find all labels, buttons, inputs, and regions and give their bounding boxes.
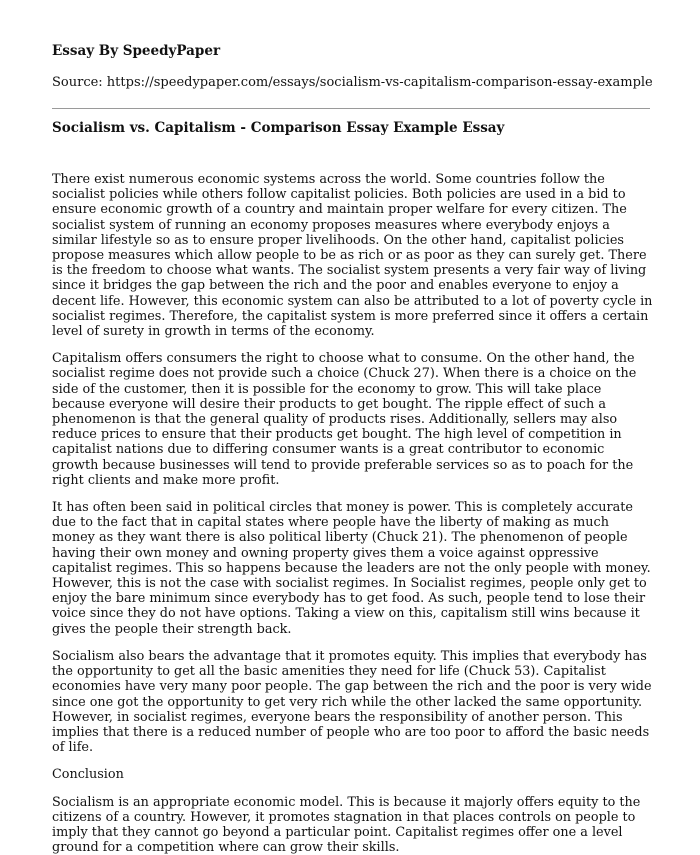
essay-body [52,172,654,855]
paragraph-intro: There exist numerous economic systems across the world. Some countries follow the socialist policies while others follow capitalist policies. Both policies are used in a bid to ensure economic growth of a country and maintain proper welfare for every citizen. The socialist system of running an economy proposes measures where everybody enjoys a similar lifestyle so as to ensure proper livelihoods. On the other hand, capitalist policies propose measures which allow people to be as rich or as poor as they can surely get. There is the freedom to choose what wants. The socialist system presents a very fair way of living since it bridges the gap between the rich and the poor and enables everyone to enjoy a decent life. However, this economic system can also be attributed to a lot of poverty cycle in socialist regimes. Therefore, the capitalist system is more preferred since it offers a certain level of surety in growth in terms of the economy. [52,172,653,340]
paragraph-equity: Socialism also bears the advantage that it promotes equity. This implies that everybody has the opportunity to get all the basic amenities they need for life (Chuck 53). Capitalist economies have very many poor people. The gap between the rich and the poor is very wide since one got the opportunity to get very rich while the other lacked the same opportunity. However, in socialist regimes, everyone bears the responsibility of another person. This implies that there is a reduced number of people who are too poor to afford the basic needs of life. [52,648,652,756]
paragraph-political-power: It has often been said in political circles that money is power. This is completely accurate due to the fact that in capital states where people have the liberty of making as much money as they want there is also political liberty (Chuck 21). The phenomenon of people having their own money and owning property gives them a voice against oppressive capitalist regimes. This so happens because the leaders are not the only people with money. However, this is not the case with socialist regimes. In Socialist regimes, people only get to enjoy the bare minimum since everybody has to get food. As such, people tend to lose their voice since they do not have options. Taking a view on this, capitalism still wins because it gives the people their strength back. [52,500,651,637]
essay-title: Socialism vs. Capitalism - Comparison Essay Example Essay [52,120,505,136]
header-divider [52,108,650,109]
publisher-heading: Essay By SpeedyPaper [52,43,221,59]
paragraph-conclusion: Socialism is an appropriate economic model. This is because it majorly offers equity to the citizens of a country. However, it promotes stagnation in that places controls on people to imply that they cannot go beyond a particular point. Capitalist regimes offer one a level ground for a competition where can grow their skills. [52,794,641,855]
paragraph-consumer-choice: Capitalism offers consumers the right to choose what to consume. On the other hand, the socialist regime does not provide such a choice (Chuck 27). When there is a choice on the side of the customer, then it is possible for the economy to grow. This will take place because everyone will desire their products to get bought. The ripple effect of such a phenomenon is that the general quality of products rises. Additionally, sellers may also reduce prices to ensure that their products get bought. The high level of competition in capitalist nations due to differing consumer wants is a great contributor to economic growth because businesses will tend to provide preferable services so as to poach for the right clients and make more profit. [52,351,637,488]
source-line: Source: https://speedypaper.com/essays/socialism-vs-capitalism-comparison-essay-example [52,75,653,90]
conclusion-heading: Conclusion [52,767,124,783]
